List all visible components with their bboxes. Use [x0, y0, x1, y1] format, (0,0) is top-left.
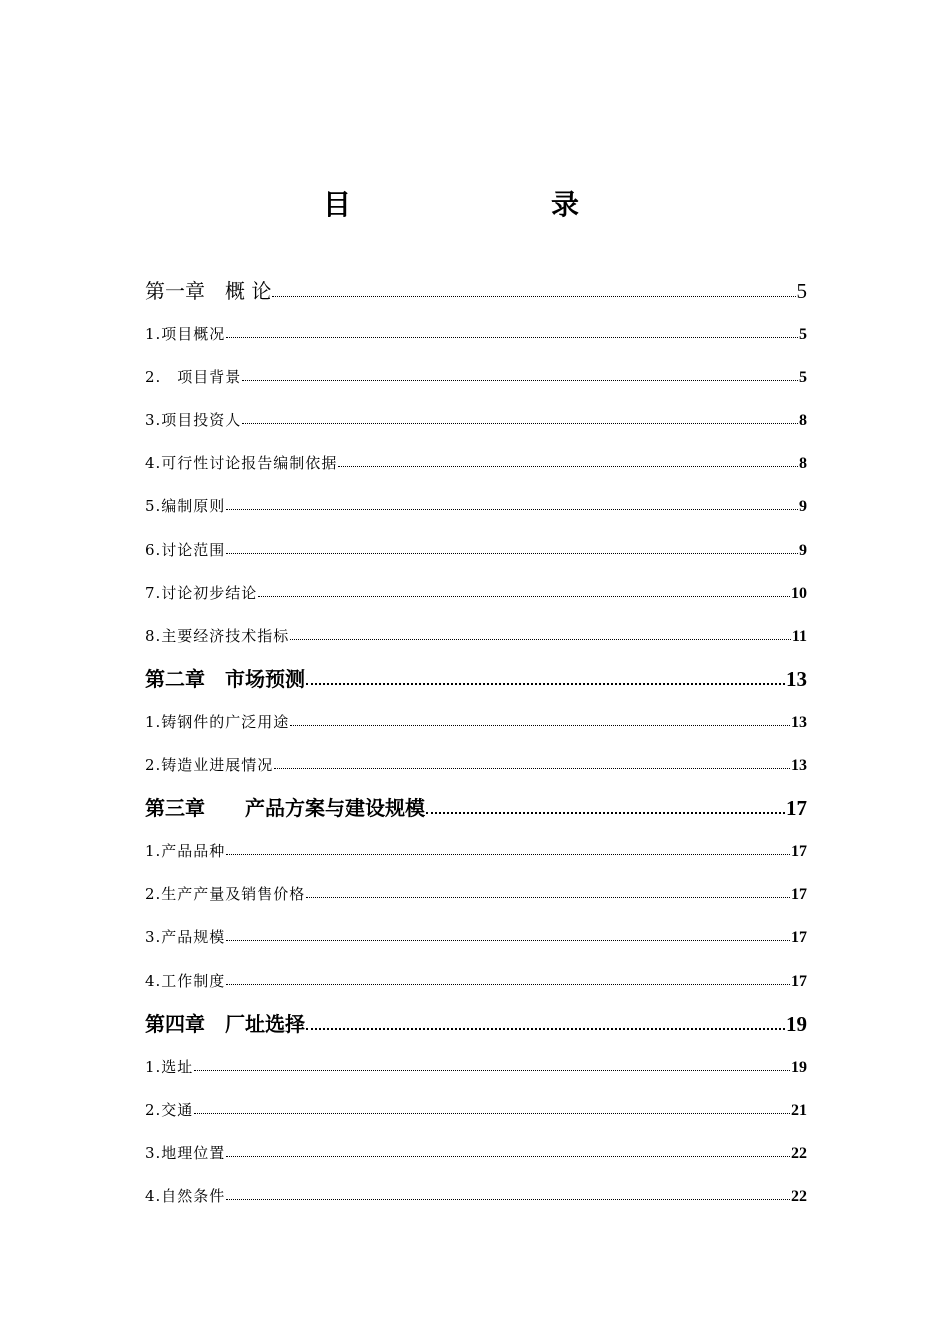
toc-section-entry[interactable]: [145, 615, 807, 658]
toc-page-number: 5: [799, 326, 807, 344]
toc-section-entry[interactable]: [145, 485, 807, 528]
toc-section-entry[interactable]: [145, 529, 807, 572]
toc-page-number: 21: [791, 1101, 807, 1119]
toc-section-entry[interactable]: [145, 399, 807, 442]
dot-leader: [226, 497, 798, 511]
toc-page-number: 8: [799, 455, 807, 473]
toc-page-number: 13: [786, 666, 807, 691]
toc-section-entry[interactable]: [145, 442, 807, 485]
dot-leader: [306, 1017, 785, 1031]
dot-leader: [226, 325, 798, 339]
toc-page-number: 8: [799, 412, 807, 430]
toc-chapter-entry[interactable]: [145, 658, 807, 701]
toc-page-number: 9: [799, 541, 807, 559]
toc-section-entry[interactable]: [145, 960, 807, 1003]
toc-section-entry[interactable]: [145, 1046, 807, 1089]
toc-chapter-entry[interactable]: [145, 1003, 807, 1046]
toc-entry-label: 第四章 厂址选择: [145, 1011, 305, 1036]
toc-section-entry[interactable]: [145, 572, 807, 615]
toc-chapter-entry[interactable]: [145, 787, 807, 830]
toc-page-number: 17: [791, 929, 807, 947]
toc-entry-label: 4.自然条件: [145, 1186, 226, 1205]
dot-leader: [242, 411, 798, 425]
dot-leader: [242, 368, 798, 382]
toc-entry-label: 2.铸造业进展情况: [145, 756, 274, 775]
toc-section-entry[interactable]: [145, 1089, 807, 1132]
toc-entry-label: 2.生产产量及销售价格: [145, 885, 306, 904]
toc-page-number: 13: [791, 713, 807, 731]
toc-section-entry[interactable]: [145, 873, 807, 916]
toc-entry-label: 第三章 产品方案与建设规模: [145, 796, 425, 821]
toc-entry-label: 5.编制原则: [145, 497, 226, 516]
toc-page-number: 9: [799, 498, 807, 516]
dot-leader: [226, 972, 790, 986]
dot-leader: [226, 541, 798, 555]
dot-leader: [306, 885, 790, 899]
toc-page-number: 17: [786, 796, 807, 821]
toc-section-entry[interactable]: [145, 356, 807, 399]
toc-title: 目 录: [322, 188, 627, 221]
dot-leader: [258, 584, 790, 598]
dot-leader: [226, 842, 790, 856]
dot-leader: [194, 1101, 790, 1115]
dot-leader: [274, 756, 790, 770]
dot-leader: [306, 672, 785, 686]
toc-entry-label: 第一章 概 论: [145, 279, 272, 303]
toc-page-number: 11: [791, 627, 807, 645]
toc-entry-label: 1.项目概况: [145, 325, 226, 344]
toc-page-number: 10: [791, 584, 807, 602]
dot-leader: [338, 454, 798, 468]
dot-leader: [272, 284, 795, 298]
dot-leader: [226, 928, 790, 942]
toc-section-entry[interactable]: [145, 1132, 807, 1175]
toc-entry-label: 7.讨论初步结论: [145, 583, 258, 602]
toc-entry-label: 1.产品品种: [145, 842, 226, 861]
toc-section-entry[interactable]: [145, 916, 807, 959]
toc-page-number: 17: [791, 843, 807, 861]
toc-page-number: 17: [791, 972, 807, 990]
dot-leader: [226, 1187, 790, 1201]
dot-leader: [290, 627, 791, 641]
toc-entry-label: 1.选址: [145, 1057, 194, 1076]
toc-page-number: 22: [791, 1144, 807, 1162]
toc-entry-label: 8.主要经济技术指标: [145, 626, 290, 645]
toc-entry-label: 2. 项目背景: [145, 368, 242, 387]
dot-leader: [226, 1144, 790, 1158]
toc-section-entry[interactable]: [145, 313, 807, 356]
toc-entry-label: 第二章 市场预测: [145, 666, 305, 691]
dot-leader: [426, 801, 785, 815]
toc-entry-label: 4.工作制度: [145, 971, 226, 990]
dot-leader: [194, 1058, 790, 1072]
toc-page-number: 5: [799, 369, 807, 387]
toc-page-number: 17: [791, 886, 807, 904]
toc-section-entry[interactable]: [145, 1175, 807, 1218]
toc-section-entry[interactable]: [145, 830, 807, 873]
toc-list: [145, 270, 807, 1218]
toc-section-entry[interactable]: [145, 701, 807, 744]
toc-page-number: 13: [791, 757, 807, 775]
toc-entry-label: 4.可行性讨论报告编制依据: [145, 454, 338, 473]
toc-page-number: 19: [786, 1011, 807, 1036]
dot-leader: [290, 713, 790, 727]
toc-entry-label: 3.项目投资人: [145, 411, 242, 430]
toc-entry-label: 3.地理位置: [145, 1143, 226, 1162]
toc-page-number: 5: [796, 279, 807, 303]
toc-page-number: 22: [791, 1187, 807, 1205]
toc-page-number: 19: [791, 1058, 807, 1076]
toc-chapter-entry[interactable]: [145, 270, 807, 313]
toc-entry-label: 2.交通: [145, 1100, 194, 1119]
toc-entry-label: 6.讨论范围: [145, 540, 226, 559]
toc-entry-label: 3.产品规模: [145, 928, 226, 947]
toc-entry-label: 1.铸钢件的广泛用途: [145, 712, 290, 731]
toc-section-entry[interactable]: [145, 744, 807, 787]
